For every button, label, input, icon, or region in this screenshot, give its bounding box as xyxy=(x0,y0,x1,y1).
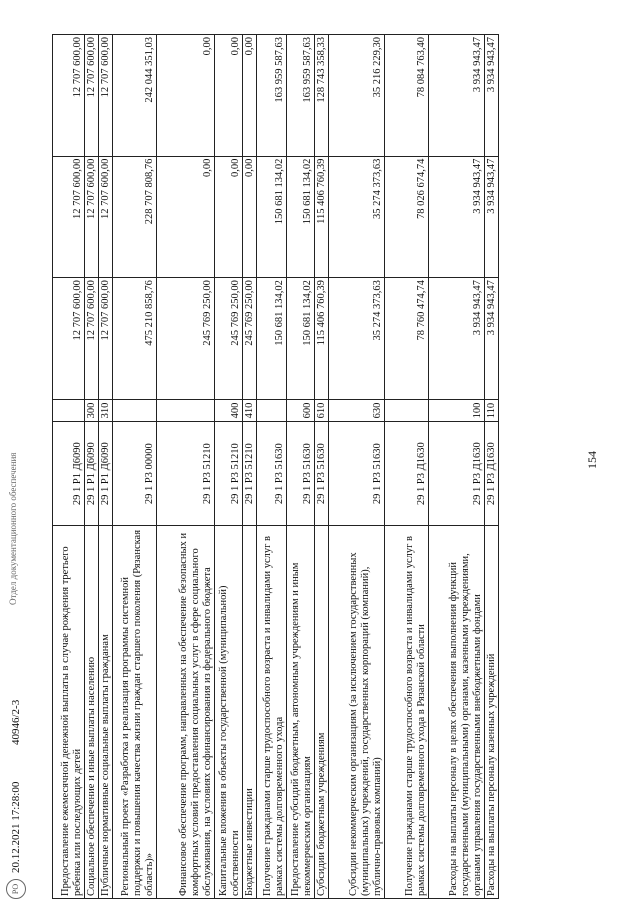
row-amount-2024: 3 934 943,47 xyxy=(429,35,485,157)
row-target-code: 29 1 Р3 51630 xyxy=(287,422,315,526)
row-expense-type: 410 xyxy=(243,399,257,422)
row-amount-2022: 12 707 600,00 xyxy=(85,278,99,400)
row-target-code: 29 1 Р3 51630 xyxy=(257,422,287,526)
table-row xyxy=(53,35,85,899)
row-amount-2024: 0,00 xyxy=(157,35,215,157)
table-row xyxy=(99,35,113,899)
row-amount-2024: 0,00 xyxy=(243,35,257,157)
row-target-code: 29 1 Р3 Д1630 xyxy=(385,422,429,526)
row-amount-2023: 228 707 808,76 xyxy=(113,156,157,278)
table-row xyxy=(113,35,157,899)
row-amount-2023: 0,00 xyxy=(157,156,215,278)
row-target-code: 29 1 Р1 Д6090 xyxy=(53,422,85,526)
row-amount-2024: 12 707 600,00 xyxy=(53,35,85,157)
row-amount-2024: 163 959 587,63 xyxy=(257,35,287,157)
table-row xyxy=(215,35,243,899)
footer-doc-code: 40946/2-3 xyxy=(10,699,22,745)
row-expense-type xyxy=(157,399,215,422)
row-amount-2022: 3 934 943,47 xyxy=(485,278,499,400)
budget-table xyxy=(52,34,499,899)
row-description: Бюджетные инвестиции xyxy=(243,526,257,899)
row-expense-type: 100 xyxy=(429,399,485,422)
row-amount-2022: 245 769 250,00 xyxy=(243,278,257,400)
row-amount-2022: 12 707 600,00 xyxy=(99,278,113,400)
row-description: Субсидии бюджетным учреждениям xyxy=(315,526,329,899)
table-row xyxy=(157,35,215,899)
row-expense-type xyxy=(257,399,287,422)
row-expense-type xyxy=(53,399,85,422)
table-row xyxy=(329,35,385,899)
row-amount-2023: 3 934 943,47 xyxy=(429,156,485,278)
row-target-code: 29 1 Р3 51630 xyxy=(329,422,385,526)
row-description: Расходы на выплаты персоналу в целях обеспечения выполнения функций государственными (муниципальными) органами, казенными учреждениями, органами управления государственными внебюджетными фондами xyxy=(429,526,485,899)
row-description: Социальное обеспечение и иные выплаты населению xyxy=(85,526,99,899)
row-description: Получение гражданами старше трудоспособного возраста и инвалидами услуг в рамках системы долговременного ухода в Рязанской области xyxy=(385,526,429,899)
row-amount-2023: 12 707 600,00 xyxy=(99,156,113,278)
row-expense-type: 310 xyxy=(99,399,113,422)
row-amount-2024: 12 707 600,00 xyxy=(99,35,113,157)
row-expense-type xyxy=(113,399,157,422)
row-description: Предоставление ежемесячной денежной выплаты в случае рождения третьего ребенка или последующих детей xyxy=(53,526,85,899)
row-expense-type: 630 xyxy=(329,399,385,422)
row-description: Предоставление субсидий бюджетным, автономным учреждениям и иным некоммерческим организациям xyxy=(287,526,315,899)
row-amount-2024: 128 743 358,33 xyxy=(315,35,329,157)
row-amount-2024: 78 084 763,40 xyxy=(385,35,429,157)
table-row xyxy=(429,35,485,899)
footer-date: 20.12.2021 17:28:00 xyxy=(10,781,22,873)
row-description: Расходы на выплаты персоналу казенных учреждений xyxy=(485,526,499,899)
table-row xyxy=(85,35,99,899)
row-amount-2024: 0,00 xyxy=(215,35,243,157)
row-amount-2024: 35 216 229,30 xyxy=(329,35,385,157)
table-row xyxy=(385,35,429,899)
table-body xyxy=(53,35,499,899)
row-target-code: 29 1 Р3 51210 xyxy=(157,422,215,526)
row-amount-2022: 78 760 474,74 xyxy=(385,278,429,400)
row-amount-2022: 35 274 373,63 xyxy=(329,278,385,400)
row-amount-2023: 12 707 600,00 xyxy=(53,156,85,278)
table-row xyxy=(257,35,287,899)
department-stamp: Отдел документационного обеспечения xyxy=(8,452,18,605)
row-expense-type: 400 xyxy=(215,399,243,422)
table-row xyxy=(485,35,499,899)
row-amount-2023: 3 934 943,47 xyxy=(485,156,499,278)
row-description: Региональный проект «Разработка и реализация программы системной поддержки и повышения качества жизни граждан старшего поколения (Рязанская область)» xyxy=(113,526,157,899)
row-amount-2022: 245 769 250,00 xyxy=(157,278,215,400)
row-amount-2023: 0,00 xyxy=(215,156,243,278)
row-expense-type: 610 xyxy=(315,399,329,422)
row-amount-2022: 475 210 858,76 xyxy=(113,278,157,400)
row-expense-type: 600 xyxy=(287,399,315,422)
table-row xyxy=(243,35,257,899)
row-target-code: 29 1 Р3 00000 xyxy=(113,422,157,526)
row-target-code: 29 1 Р3 Д1630 xyxy=(485,422,499,526)
row-amount-2024: 242 044 351,03 xyxy=(113,35,157,157)
row-description: Финансовое обеспечение программ, направленных на обеспечение безопасных и комфортных условий предоставления социальных услуг в сфере социального обслуживания, на условиях софинансирования из федерального бюджета xyxy=(157,526,215,899)
row-target-code: 29 1 Р3 51630 xyxy=(315,422,329,526)
row-amount-2023: 12 707 600,00 xyxy=(85,156,99,278)
row-amount-2024: 163 959 587,63 xyxy=(287,35,315,157)
row-amount-2023: 78 026 674,74 xyxy=(385,156,429,278)
row-amount-2024: 12 707 600,00 xyxy=(85,35,99,157)
row-amount-2022: 3 934 943,47 xyxy=(429,278,485,400)
table-row xyxy=(287,35,315,899)
row-expense-type: 110 xyxy=(485,399,499,422)
row-amount-2022: 115 406 760,39 xyxy=(315,278,329,400)
row-target-code: 29 1 Р3 51210 xyxy=(215,422,243,526)
row-expense-type: 300 xyxy=(85,399,99,422)
row-target-code: 29 1 Р3 Д1630 xyxy=(429,422,485,526)
row-description: Получение гражданами старше трудоспособного возраста и инвалидами услуг в рамках системы долговременного ухода xyxy=(257,526,287,899)
row-amount-2023: 115 406 760,39 xyxy=(315,156,329,278)
table-row xyxy=(315,35,329,899)
row-amount-2022: 245 769 250,00 xyxy=(215,278,243,400)
stamp-icon: РО xyxy=(6,879,26,899)
row-description: Субсидии некоммерческим организациям (за исключением государственных (муниципальных) учреждений, государственных корпораций (компаний), публично-правовых компаний) xyxy=(329,526,385,899)
row-amount-2022: 150 681 134,02 xyxy=(287,278,315,400)
row-amount-2024: 3 934 943,47 xyxy=(485,35,499,157)
row-amount-2022: 12 707 600,00 xyxy=(53,278,85,400)
row-description: Публичные нормативные социальные выплаты гражданам xyxy=(99,526,113,899)
row-expense-type xyxy=(385,399,429,422)
row-target-code: 29 1 Р1 Д6090 xyxy=(85,422,99,526)
row-amount-2022: 150 681 134,02 xyxy=(257,278,287,400)
row-description: Капитальные вложения в объекты государственной (муниципальной) собственности xyxy=(215,526,243,899)
row-amount-2023: 150 681 134,02 xyxy=(287,156,315,278)
row-target-code: 29 1 Р1 Д6090 xyxy=(99,422,113,526)
row-amount-2023: 0,00 xyxy=(243,156,257,278)
page-number: 154 xyxy=(585,451,599,469)
row-target-code: 29 1 Р3 51210 xyxy=(243,422,257,526)
row-amount-2023: 150 681 134,02 xyxy=(257,156,287,278)
row-amount-2023: 35 274 373,63 xyxy=(329,156,385,278)
